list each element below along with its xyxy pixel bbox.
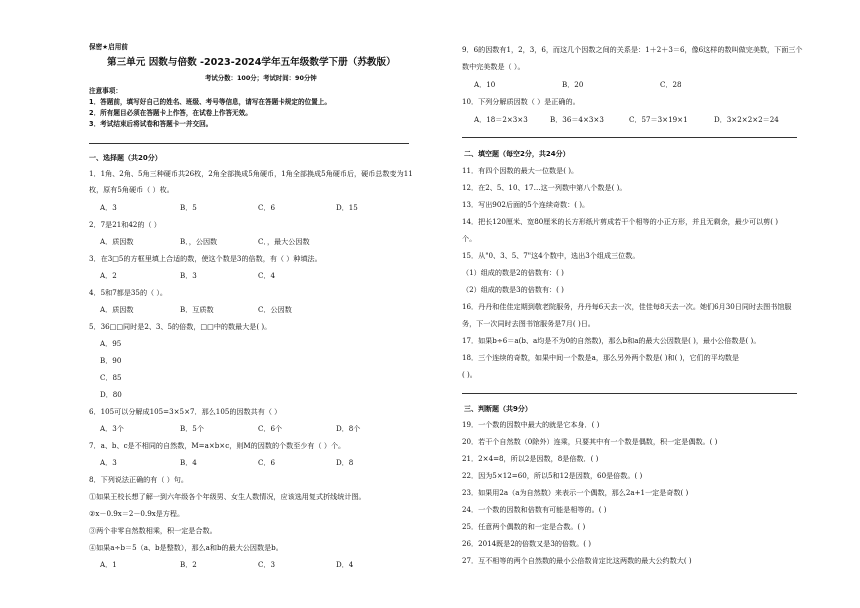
option: B．5个 [180, 424, 204, 433]
page-title: 第三单元 因数与倍数 -2023-2024学年五年级数学下册（苏教版） [107, 57, 396, 68]
note-item: 2．所有题目必须在答题卡上作答，在试卷上作答无效。 [89, 109, 252, 117]
option: C．57＝3×19×1 [629, 115, 688, 124]
option: C．28 [660, 80, 682, 89]
option: B．5 [180, 203, 197, 212]
option: A．18＝2×3×3 [474, 115, 528, 124]
option: A．3个 [100, 424, 124, 433]
option: D．8个 [336, 424, 361, 433]
question-3-options [100, 271, 275, 280]
judge-item: 26．2014既是2的倍数又是3的倍数。( ) [462, 539, 592, 548]
question-14: 14．把长120厘米、宽80厘米的长方形纸片剪成若干个相等的小正方形，并且无剩余，最少可以剪( ) [462, 217, 779, 226]
notes-title: 注意事项： [89, 87, 122, 95]
question-8-options [100, 560, 353, 569]
question-1: 1．1角、2角、5角三种硬币共26枚，2角全部换成5角硬币，1角全部换成5角硬币后，硬币总数变为11 [89, 169, 413, 178]
question-8: 8．下列说法正确的有（ ）句。 [89, 475, 188, 484]
question-9-cont: 数中完美数是（ ）。 [462, 62, 525, 71]
option: D．3×2×2×2＝24 [714, 115, 779, 124]
question-17: 17．如果b÷6＝a(b、a均是不为0的自然数)，那么b和a的最大公因数是( )，最小公倍数是( )。 [462, 336, 761, 345]
statement: ①如果王校长想了解一到六年级各个年级男、女生人数情况，应该选用复式折线统计图。 [89, 492, 366, 501]
option: A．10 [474, 80, 496, 89]
secret-label: 保密★启用前 [89, 43, 128, 51]
question-15-part-1: （1）组成的数是2的倍数有：( ) [462, 268, 564, 277]
divider [462, 393, 797, 394]
option: B．，公因数 [180, 237, 218, 246]
option: A．2 [100, 271, 117, 280]
option: C．4 [258, 271, 276, 280]
question-10: 10．下列分解质因数（ ）是正确的。 [462, 97, 580, 106]
note-item: 1．答题前，填写好自己的姓名、班级、考号等信息，请写在答题卡规定的位置上。 [89, 98, 331, 106]
section-judge-title: 三、判断题（共9分） [464, 405, 532, 413]
question-16: 16．丹丹和佳佳定期到敬老院服务，丹丹每6天去一次，佳佳每8天去一次。她们6月30日同时去图书馆服 [462, 302, 792, 311]
question-4-options [100, 305, 292, 314]
question-14-cont: 个。 [462, 234, 477, 243]
option: A．质因数 [100, 237, 134, 246]
question-18: 18．三个连续的奇数，如果中间一个数是a，那么另外两个数是( )和( )，它们的平均数是 [462, 353, 740, 362]
judge-item: 21．2×4=8，所以2是因数，8是倍数．( ) [462, 454, 599, 463]
statement: ③两个非零自然数相乘，积一定是合数。 [89, 526, 217, 535]
question-7-options [100, 458, 353, 467]
statement: ②x－0.9x＝2－0.9x是方程。 [89, 509, 185, 518]
question-1-options [100, 203, 358, 212]
section-fill-title: 二、填空题（每空2分，共24分） [464, 150, 570, 158]
option: A．质因数 [100, 305, 134, 314]
exam-meta: 考试分数：100分；考试时间：90分钟 [205, 74, 317, 82]
judge-item: 25．任意两个偶数的和一定是合数。( ) [462, 522, 586, 531]
option: A．1 [100, 560, 117, 569]
option: D．4 [336, 560, 354, 569]
question-12: 12．在2、5、10、17…这一列数中第八个数是( )。 [462, 183, 627, 192]
option: D．15 [336, 203, 358, 212]
question-6: 6．105可以分解成105=3×5×7．那么105的因数共有（ ） [89, 407, 282, 416]
judge-item: 24．一个数的因数和倍数有可能是相等的。( ) [462, 505, 607, 514]
option: D．80 [100, 390, 122, 399]
option: C．6 [258, 458, 276, 467]
option: B．3 [180, 271, 197, 280]
option: A．3 [100, 458, 117, 467]
judge-item: 20．若干个自然数（0除外）连乘，只要其中有一个数是偶数，积一定是偶数。( ) [462, 437, 718, 446]
section-choice-title: 一、选择题（共20分） [89, 154, 162, 162]
option: A．95 [100, 339, 122, 348]
option: B．20 [562, 80, 584, 89]
option: B．36＝4×3×3 [550, 115, 604, 124]
question-6-options [100, 424, 360, 433]
question-15-part-2: （2）组成的数是3的倍数有：( ) [462, 285, 564, 294]
option: C．，最大公因数 [258, 237, 310, 246]
option: B．90 [100, 356, 122, 365]
question-9-options [474, 80, 682, 89]
question-13: 13．写出902后面的5个连续奇数：( )。 [462, 200, 590, 209]
option: A．3 [100, 203, 117, 212]
option: C．6个 [258, 424, 283, 433]
question-11: 11．有四个因数的最大一位数是( )。 [462, 166, 579, 175]
option: D．8 [336, 458, 354, 467]
divider [462, 137, 797, 138]
option: C．3 [258, 560, 276, 569]
question-7: 7．a、b、c是不相同的自然数，M=a×b×c，则M的因数的个数至少有（ ）个。 [89, 441, 346, 450]
question-1-cont: 枚，原有5角硬币（ ）枚。 [89, 185, 174, 194]
option: B．4 [180, 458, 197, 467]
option: C．6 [258, 203, 276, 212]
question-16-cont: 务，下一次同时去图书馆服务是7月( )日。 [462, 319, 595, 328]
note-item: 3．考试结束后将试卷和答题卡一并交回。 [89, 120, 213, 128]
question-2-options [100, 237, 310, 246]
statement: ④如果a÷b＝5（a、b是整数），那么a和b的最大公因数是b。 [89, 543, 283, 552]
judge-item: 22．因为5×12=60，所以5和12是因数，60是倍数。( ) [462, 471, 643, 480]
option: C．85 [100, 373, 122, 382]
question-9: 9．6的因数有1，2，3，6，而这几个因数之间的关系是：1＋2＋3＝6，像6这样的数叫做完美数，下面三个 [462, 45, 803, 54]
question-10-options [474, 115, 779, 124]
judge-item: 23．如果用2a（a为自然数）来表示一个偶数，那么2a+1一定是奇数( ) [462, 488, 689, 497]
question-15: 15．从"0、3、5、7"这4个数中，选出3个组成三位数。 [462, 251, 640, 260]
question-4: 4．5和7都是35的（ ）。 [89, 288, 168, 297]
question-3: 3．在3□5的方框里填上合适的数，使这个数是3的倍数，有（ ）种填法。 [89, 254, 322, 263]
option: B．2 [180, 560, 197, 569]
judge-item: 27．互不相等的两个自然数的最小公倍数肯定比这两数的最大公约数大( ) [462, 556, 692, 565]
option: B．互质数 [180, 305, 214, 314]
question-5: 5．36□□同时是2、3、5的倍数，□□中的数最大是( )。 [89, 322, 272, 331]
divider [89, 143, 409, 144]
judge-item: 19．一个数的因数中最大的就是它本身．( ) [462, 420, 600, 429]
question-2: 2．7是21和42的（ ） [89, 220, 161, 229]
option: C．公因数 [258, 305, 292, 314]
question-18-cont: ( )。 [462, 370, 477, 379]
